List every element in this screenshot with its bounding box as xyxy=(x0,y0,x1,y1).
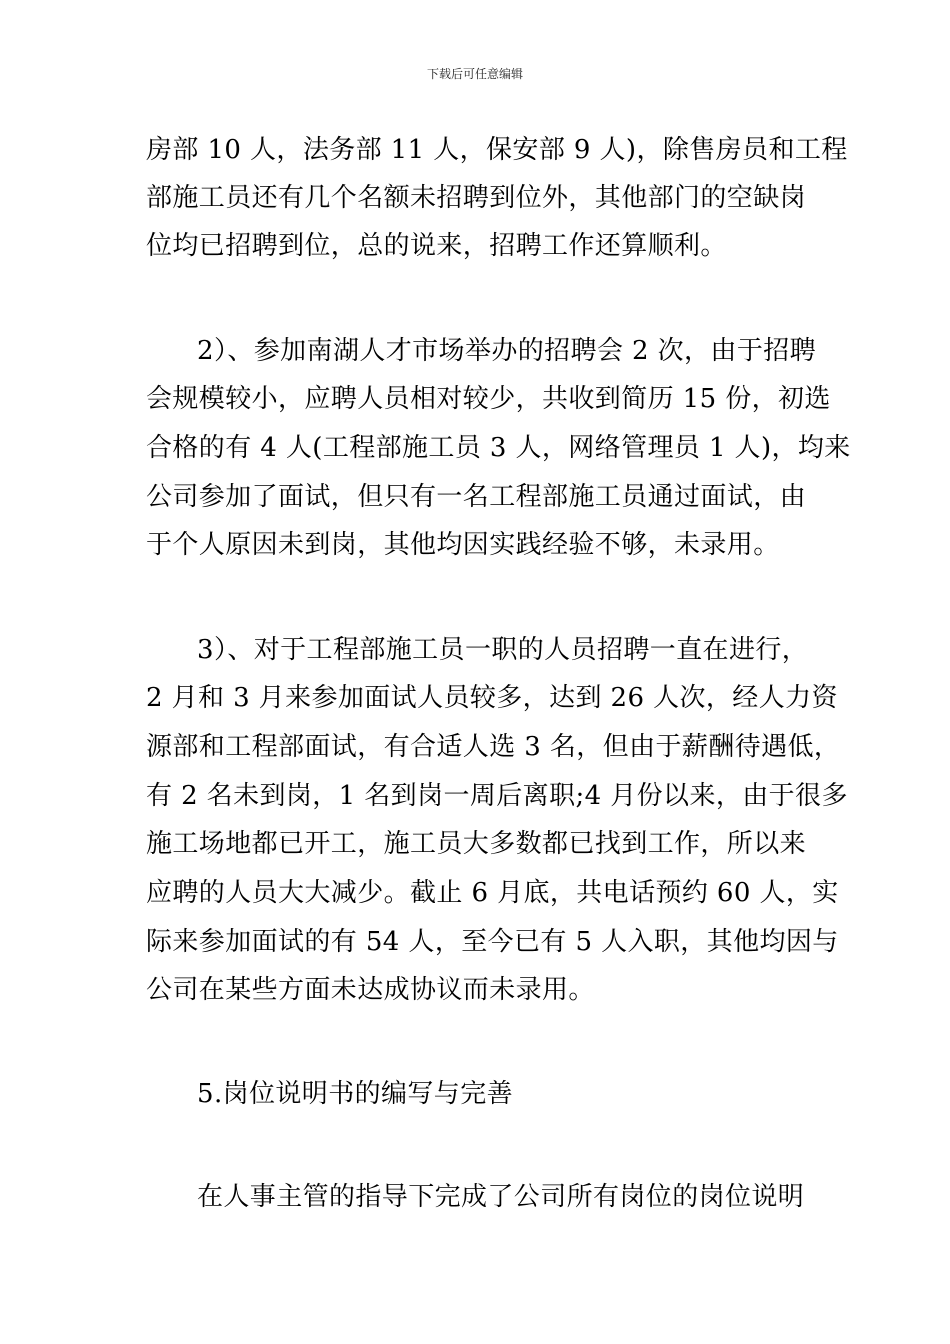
page-header: 下载后可任意编辑 xyxy=(426,67,523,81)
paragraph-3-line-3: 源部和工程部面试，有合适人选 3 名，但由于薪酬待遇低， xyxy=(146,732,841,762)
paragraph-4-line-1: 在人事主管的指导下完成了公司所有岗位的岗位说明 xyxy=(197,1182,805,1212)
paragraph-3-line-2: 2 月和 3 月来参加面试人员较多，达到 26 人次，经人力资 xyxy=(146,683,838,713)
paragraph-3-line-5: 施工场地都已开工，施工员大多数都已找到工作，所以来 xyxy=(146,829,807,859)
paragraph-2-line-1: 2）、参加南湖人才市场举办的招聘会 2 次，由于招聘 xyxy=(197,336,817,366)
paragraph-3-line-4: 有 2 名未到岗，1 名到岗一周后离职;4 月份以来，由于很多 xyxy=(146,781,848,811)
paragraph-2-line-5: 于个人原因未到岗，其他均因实践经验不够，未录用。 xyxy=(146,530,780,560)
paragraph-3-line-1: 3）、对于工程部施工员一职的人员招聘一直在进行， xyxy=(197,635,809,665)
paragraph-1-line-1: 房部 10 人，法务部 11 人，保安部 9 人)，除售房员和工程 xyxy=(146,135,848,165)
paragraph-3-line-6: 应聘的人员大大减少。截止 6 月底，共电话预约 60 人，实 xyxy=(146,878,839,908)
paragraph-3-line-7: 际来参加面试的有 54 人，至今已有 5 人入职，其他均因与 xyxy=(146,927,839,957)
paragraph-2-line-2: 会规模较小，应聘人员相对较少，共收到简历 15 份，初选 xyxy=(146,384,831,414)
paragraph-3-line-8: 公司在某些方面未达成协议而未录用。 xyxy=(146,975,595,1005)
paragraph-2-line-3: 合格的有 4 人(工程部施工员 3 人，网络管理员 1 人)，均来 xyxy=(146,433,851,463)
paragraph-2-line-4: 公司参加了面试，但只有一名工程部施工员通过面试，由 xyxy=(146,482,807,512)
paragraph-1-line-3: 位均已招聘到位，总的说来，招聘工作还算顺利。 xyxy=(146,231,727,261)
paragraph-1-line-2: 部施工员还有几个名额未招聘到位外，其他部门的空缺岗 xyxy=(146,183,807,213)
section-heading: 5.岗位说明书的编写与完善 xyxy=(197,1079,514,1109)
